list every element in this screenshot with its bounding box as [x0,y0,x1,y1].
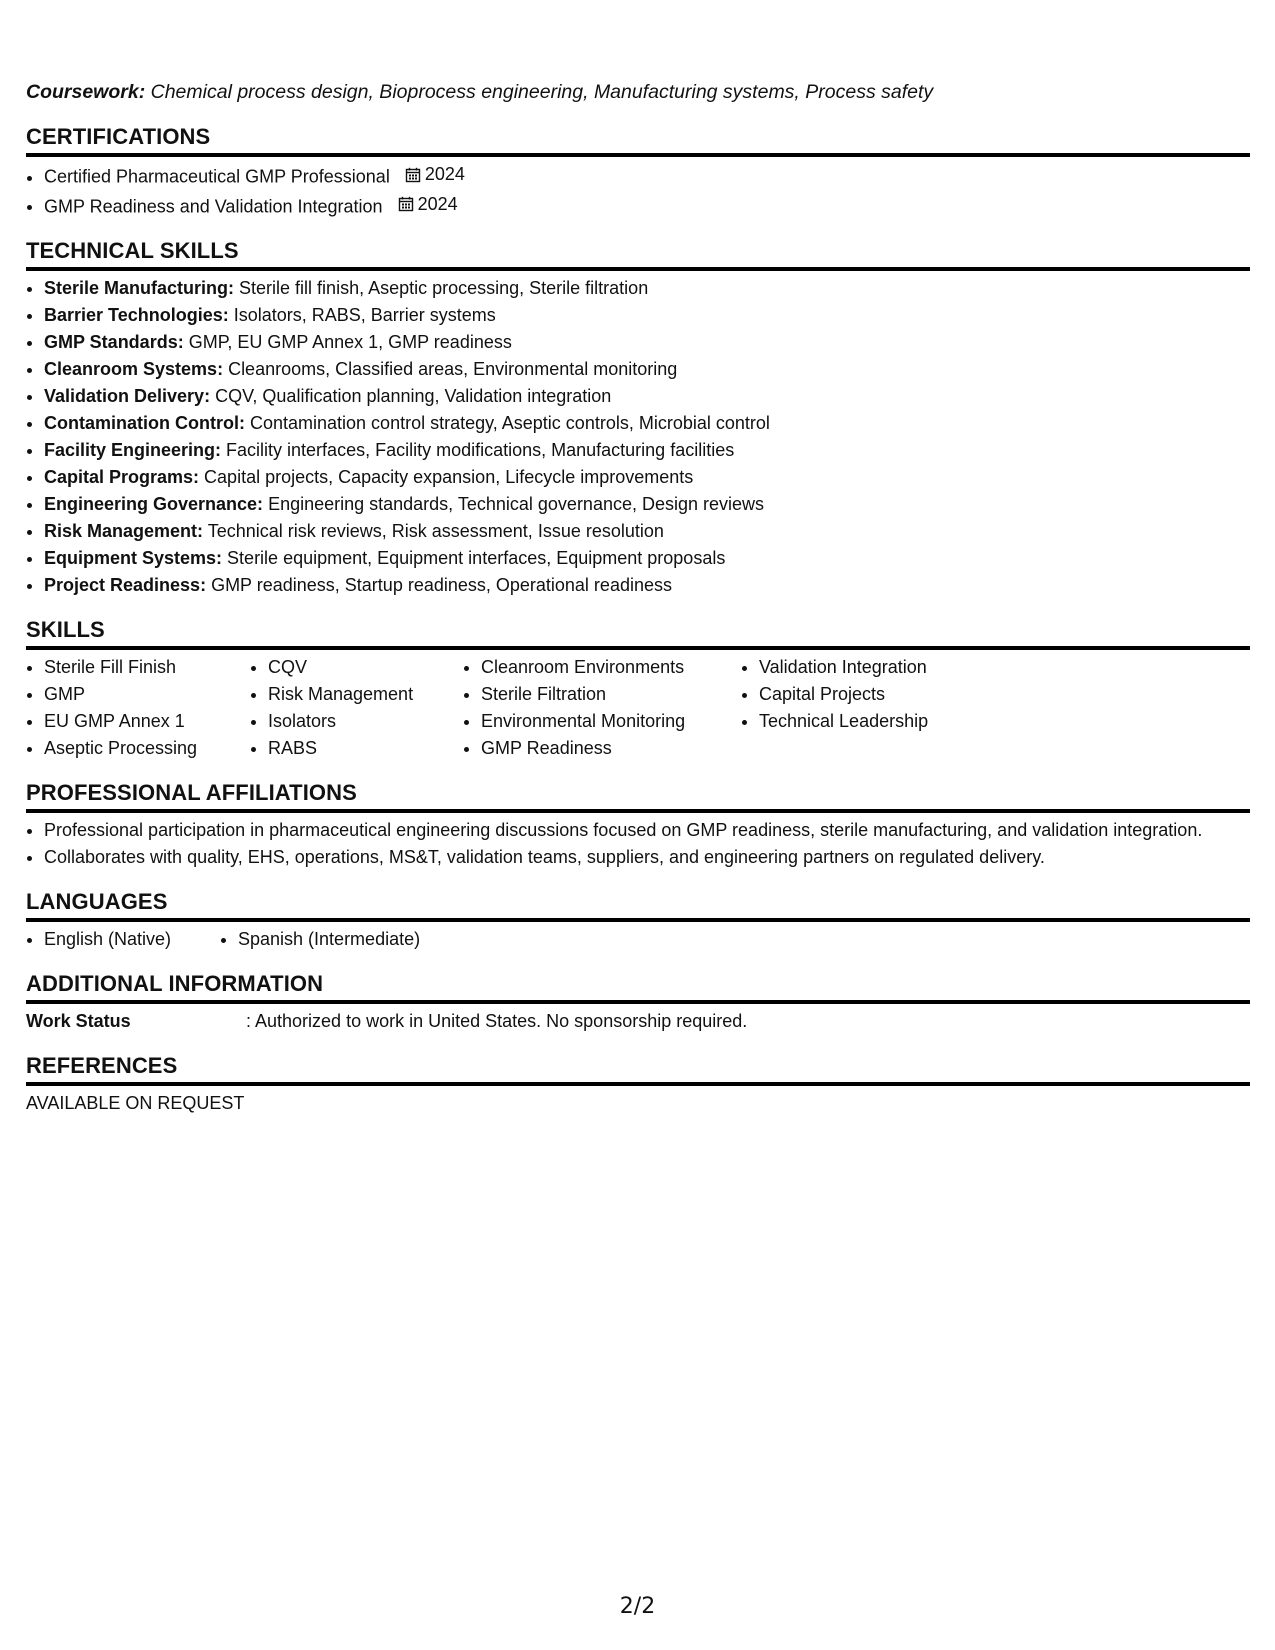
calendar-icon [405,167,421,183]
technical-skill-value: Technical risk reviews, Risk assessment, Issue resolution [203,521,664,541]
technical-skill-value: GMP, EU GMP Annex 1, GMP readiness [183,332,512,352]
affiliations-section [26,780,1250,871]
technical-skill-label: Engineering Governance: [44,494,264,514]
skill-item: • Validation Integration [759,654,1019,681]
skill-item: • Technical Leadership [759,708,1019,735]
languages-list [26,926,1250,953]
skills-column [26,654,250,762]
section-title-affiliations: PROFESSIONAL AFFILIATIONS [26,780,1250,813]
skill-item: • Environmental Monitoring [481,708,741,735]
technical-skill-value: Engineering standards, Technical governance, Design reviews [263,494,765,514]
certification-name: Certified Pharmaceutical GMP Professional [44,166,390,187]
technical-skill-item [44,572,1250,599]
section-title-additional-info: ADDITIONAL INFORMATION [26,971,1250,1004]
references-text: AVAILABLE ON REQUEST [26,1093,245,1113]
languages-section [26,889,1250,953]
technical-skill-label: Project Readiness: [44,575,207,595]
skills-grid [26,654,1250,762]
language-item: • Spanish (Intermediate) [238,926,420,953]
skill-item: • RABS [268,735,463,762]
references-section [26,1053,1250,1117]
skill-item: • CQV [268,654,463,681]
technical-skill-item [44,356,1250,383]
certification-year: 2024 [417,193,458,214]
language-column [26,926,220,953]
skill-item: • GMP Readiness [481,735,741,762]
work-status-value: : Authorized to work in United States. No sponsorship required. [246,1011,748,1031]
certification-item [44,191,1250,221]
technical-skill-item [44,437,1250,464]
certifications-section [26,124,1250,220]
affiliation-item: • Collaborates with quality, EHS, operations, MS&T, validation teams, suppliers, and engineering partners on regulated delivery. [44,844,1250,871]
skills-column [463,654,741,762]
skill-item: • Capital Projects [759,681,1019,708]
technical-skill-item [44,410,1250,437]
page-number: 2/2 [619,1594,656,1619]
affiliations-list [26,817,1250,871]
technical-skill-value: Contamination control strategy, Aseptic controls, Microbial control [244,413,770,433]
certification-date [398,191,458,218]
technical-skill-label: GMP Standards: [44,332,184,352]
technical-skill-item [44,518,1250,545]
coursework-text: Chemical process design, Bioprocess engineering, Manufacturing systems, Process safety [145,81,934,103]
skill-item: • Risk Management [268,681,463,708]
technical-skill-item [44,329,1250,356]
coursework-label: Coursework: [26,81,146,103]
skill-item: • Sterile Filtration [481,681,741,708]
section-title-skills: SKILLS [26,617,1250,650]
certification-name: GMP Readiness and Validation Integration [44,196,383,216]
certification-item [44,161,1250,191]
technical-skill-value: Sterile equipment, Equipment interfaces, Equipment proposals [222,548,726,568]
technical-skill-label: Validation Delivery: [44,386,211,406]
calendar-icon [398,196,414,212]
skill-item: • EU GMP Annex 1 [44,708,250,735]
language-column [220,926,420,953]
skills-column [250,654,463,762]
technical-skill-item [44,302,1250,329]
technical-skill-item [44,464,1250,491]
technical-skill-label: Equipment Systems: [44,548,223,568]
technical-skill-label: Barrier Technologies: [44,305,229,325]
technical-skill-value: Sterile fill finish, Aseptic processing, Sterile filtration [234,278,649,298]
technical-skill-label: Facility Engineering: [44,440,222,460]
technical-skill-value: Isolators, RABS, Barrier systems [228,305,496,325]
affiliation-item: • Professional participation in pharmaceutical engineering discussions focused on GMP readiness, sterile manufacturing, and validation integration. [44,817,1250,844]
technical-skill-item [44,491,1250,518]
skill-item: • Isolators [268,708,463,735]
section-title-technical-skills: TECHNICAL SKILLS [26,238,1250,271]
resume-page [26,78,1250,1117]
skill-item: • Aseptic Processing [44,735,250,762]
skill-item: • Sterile Fill Finish [44,654,250,681]
section-title-references: REFERENCES [26,1053,1250,1086]
work-status-row [26,1008,1250,1035]
technical-skill-label: Capital Programs: [44,467,200,487]
certification-year: 2024 [424,164,465,184]
technical-skill-value: Facility interfaces, Facility modifications, Manufacturing facilities [221,440,735,460]
certifications-list [26,161,1250,220]
technical-skill-label: Sterile Manufacturing: [44,278,235,298]
skills-section [26,617,1250,762]
technical-skill-label: Contamination Control: [44,413,245,433]
technical-skills-list [26,275,1250,599]
technical-skill-item [44,275,1250,302]
section-title-languages: LANGUAGES [26,889,1250,922]
technical-skill-value: Cleanrooms, Classified areas, Environmental monitoring [223,359,678,379]
technical-skill-label: Cleanroom Systems: [44,359,224,379]
technical-skill-value: GMP readiness, Startup readiness, Operational readiness [206,575,672,595]
technical-skill-label: Risk Management: [44,521,204,541]
skill-item: • Cleanroom Environments [481,654,741,681]
technical-skill-item [44,545,1250,572]
coursework-line [26,78,1250,106]
skill-item: • GMP [44,681,250,708]
technical-skill-item [44,383,1250,410]
technical-skills-section [26,238,1250,599]
skills-column [741,654,1019,762]
work-status-label: Work Status [26,1011,131,1031]
certification-date [405,161,465,188]
technical-skill-value: Capital projects, Capacity expansion, Lifecycle improvements [199,467,694,487]
language-item: • English (Native) [44,926,220,953]
section-title-certifications: CERTIFICATIONS [26,124,1250,157]
technical-skill-value: CQV, Qualification planning, Validation integration [210,386,612,406]
additional-info-section [26,971,1250,1035]
